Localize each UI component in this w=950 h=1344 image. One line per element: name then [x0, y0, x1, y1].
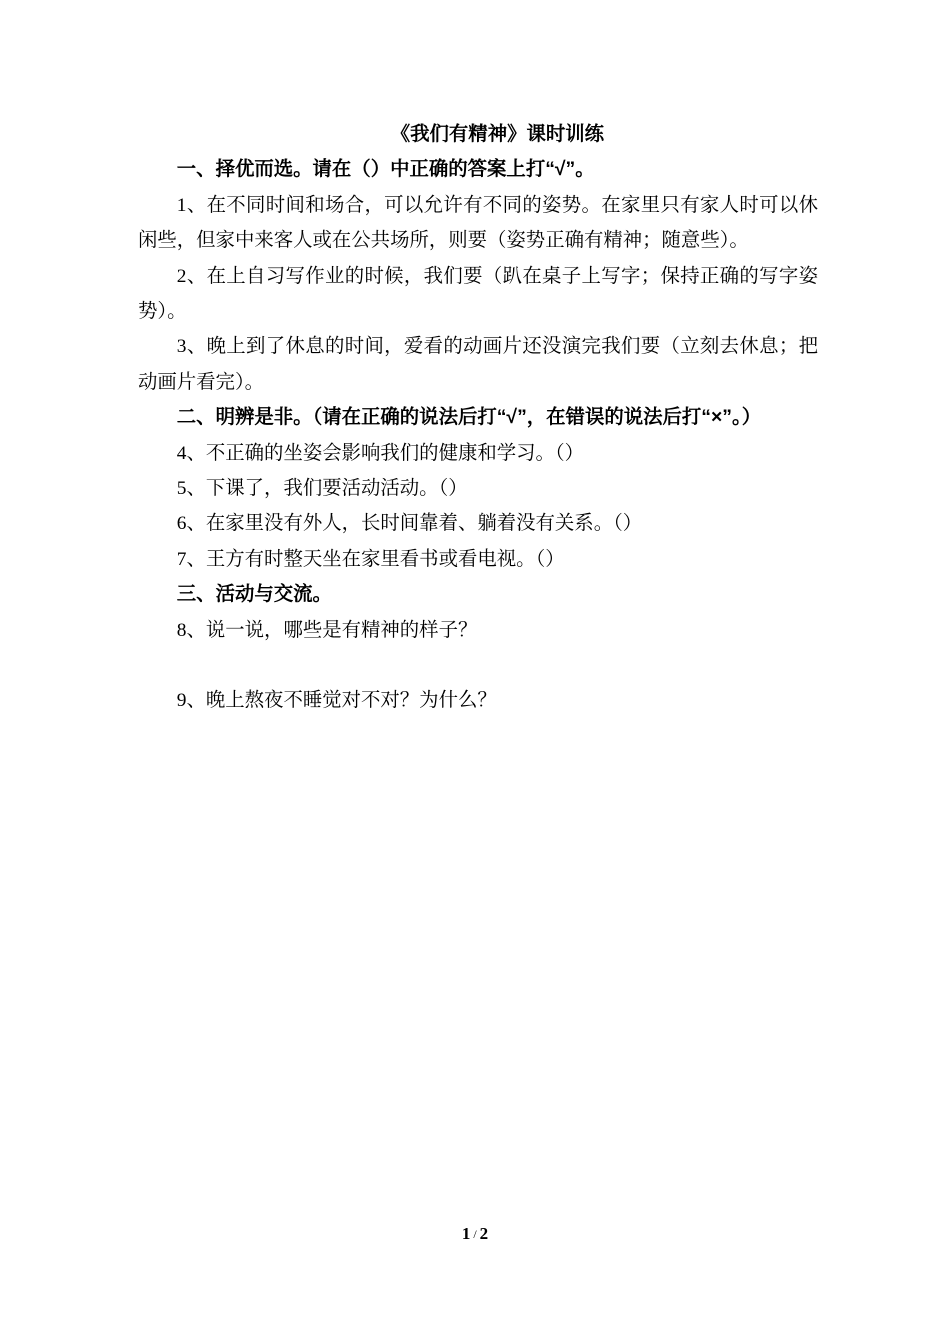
section-activity-exchange [138, 577, 818, 719]
document-title: 《我们有精神》课时训练 [390, 123, 605, 145]
page-number-separator: / [473, 1227, 477, 1241]
question-3: 3、晚上到了休息的时间，爱看的动画片还没演完我们要（立刻去休息；把动画片看完）。 [138, 336, 818, 393]
section-3-heading: 三、活动与交流。 [176, 583, 332, 606]
question-5: 5、下课了，我们要活动活动。（） [176, 478, 468, 500]
current-page-number: 1 [461, 1224, 471, 1243]
question-7: 7、王方有时整天坐在家里看书或看电视。（） [176, 548, 565, 570]
question-2: 2、在上自习写作业的时候，我们要（趴在桌子上写字；保持正确的写字姿势）。 [138, 265, 818, 323]
answer-blank-space [138, 648, 818, 683]
document-content [138, 117, 818, 719]
question-9: 9、晚上熬夜不睡觉对不对？为什么？ [176, 690, 497, 712]
question-8: 8、说一说，哪些是有精神的样子？ [176, 619, 478, 641]
page-footer [0, 1224, 950, 1244]
section-2-heading: 二、明辨是非。（请在正确的说法后打“√”，在错误的说法后打“×”。） [176, 406, 762, 429]
section-1-heading: 一、择优而选。请在（）中正确的答案上打“√”。 [176, 158, 595, 181]
question-4: 4、不正确的坐姿会影响我们的健康和学习。（） [176, 442, 584, 464]
total-page-count: 2 [479, 1224, 489, 1243]
section-true-false [138, 400, 818, 577]
section-choose-correct [138, 152, 818, 400]
question-6: 6、在家里没有外人，长时间靠着、躺着没有关系。（） [176, 513, 643, 535]
question-1: 1、在不同时间和场合，可以允许有不同的姿势。在家里只有家人时可以休闲些，但家中来客人或在公共场所，则要（姿势正确有精神；随意些）。 [138, 194, 818, 252]
